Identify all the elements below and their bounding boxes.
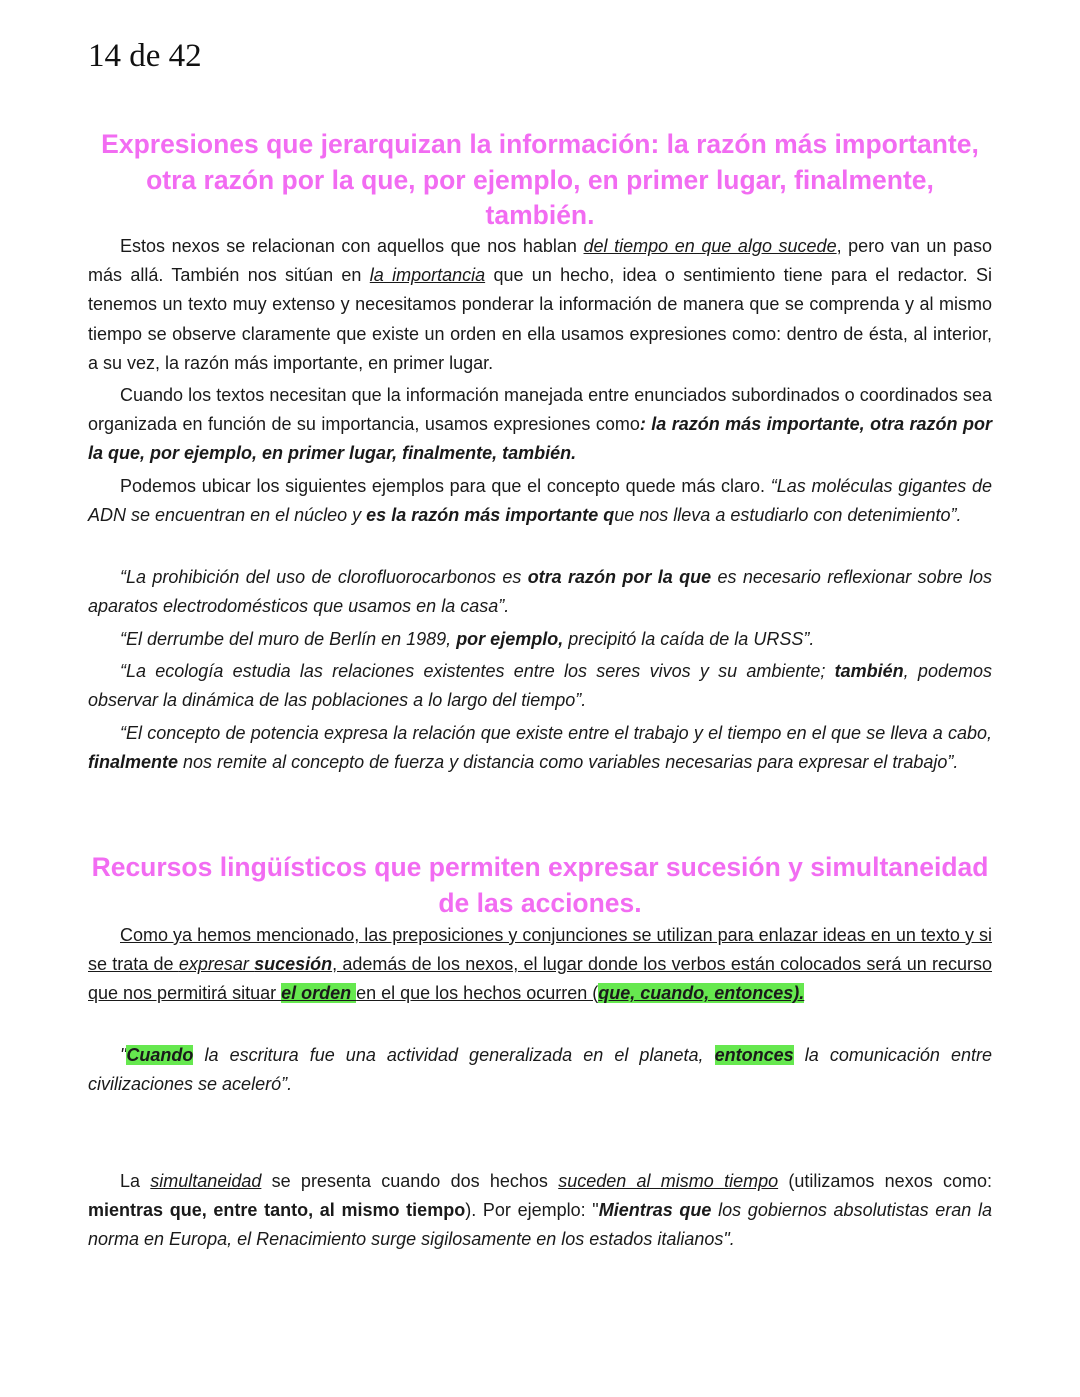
example-ecologia: “La ecología estudia las relaciones existentes entre los seres vivos y su ambiente; también, podemos observar la dinámica de las poblaciones a lo largo del tiempo”. — [88, 661, 992, 711]
example-potencia: “El concepto de potencia expresa la relación que existe entre el trabajo y el tiempo en el que se lleva a cabo, finalmente nos remite al concepto de fuerza y distancia como variables necesarias para expresar el trabajo”. — [88, 723, 992, 773]
underlined-phrase: la importancia — [369, 265, 486, 286]
page-number: 14 de 42 — [88, 38, 202, 74]
highlight-nexos: que, cuando, entonces). — [598, 983, 805, 1004]
underlined-phrase: suceden al mismo tiempo — [558, 1171, 779, 1191]
paragraph-examples-intro: Podemos ubicar los siguientes ejemplos para que el concepto quede más claro. “Las moléculas gigantes de ADN se encuentran en el núcleo y es la razón más importante que nos lleva a estudiarlo con detenimiento”. — [88, 476, 992, 526]
paragraph-sucesion: Como ya hemos mencionado, las preposiciones y conjunciones se utilizan para enlazar ideas en un texto y si se trata de expresar sucesión, además de los nexos, el lugar donde los verbos están colocados será un recurso que nos permitirá situar el orden en el que los hechos ocurren (que, cuando, entonces). — [88, 925, 992, 1004]
paragraph-expressions: Cuando los textos necesitan que la información manejada entre enunciados subordinados o coordinados sea organizada en función de su importancia, usamos expresiones como: la razón más importante, otra razón por la que, por ejemplo, en primer lugar, finalmente, también. — [88, 385, 992, 464]
highlight-cuando: Cuando — [126, 1045, 194, 1065]
example-cuando: "Cuando la escritura fue una actividad generalizada en el planeta, entonces la comunicación entre civilizaciones se aceleró”. — [88, 1045, 992, 1095]
underlined-phrase: del tiempo en que algo sucede — [583, 236, 837, 256]
highlight-el-orden: el orden — [281, 983, 357, 1004]
highlight-entonces: entonces — [714, 1045, 794, 1065]
section-heading-sucesion: Recursos lingüísticos que permiten expresar sucesión y simultaneidad de las acciones. — [91, 852, 989, 918]
underlined-phrase: simultaneidad — [150, 1171, 262, 1191]
paragraph-simultaneidad: La simultaneidad se presenta cuando dos hechos suceden al mismo tiempo (utilizamos nexos como: mientras que, entre tanto, al mismo tiempo). Por ejemplo: "Mientras que los gobiernos absolutistas eran la norma en Europa, el Renacimiento surge sigilosamente en los estados italianos". — [88, 1171, 993, 1250]
example-clorofluorocarbonos: “La prohibición del uso de clorofluorocarbonos es otra razón por la que es necesario reflexionar sobre los aparatos electrodomésticos que usamos en la casa”. — [88, 567, 992, 617]
paragraph-intro: Estos nexos se relacionan con aquellos que nos hablan del tiempo en que algo sucede, pero van un paso más allá. También nos sitúan en la importancia que un hecho, idea o sentimiento tiene para el redactor. Si tenemos un texto muy extenso y necesitamos ponderar la información de manera que se comprenda y al mismo tiempo se observe claramente que existe un orden en ella usamos expresiones como: dentro de ésta, al interior, a su vez, la razón más importante, en primer lugar. — [88, 236, 993, 373]
example-berlin: “El derrumbe del muro de Berlín en 1989, por ejemplo, precipitó la caída de la URSS”. — [120, 629, 815, 649]
section-heading-hierarchy: Expresiones que jerarquizan la información: la razón más importante, otra razón por la que, por ejemplo, en primer lugar, finalmente, también. — [101, 129, 979, 230]
